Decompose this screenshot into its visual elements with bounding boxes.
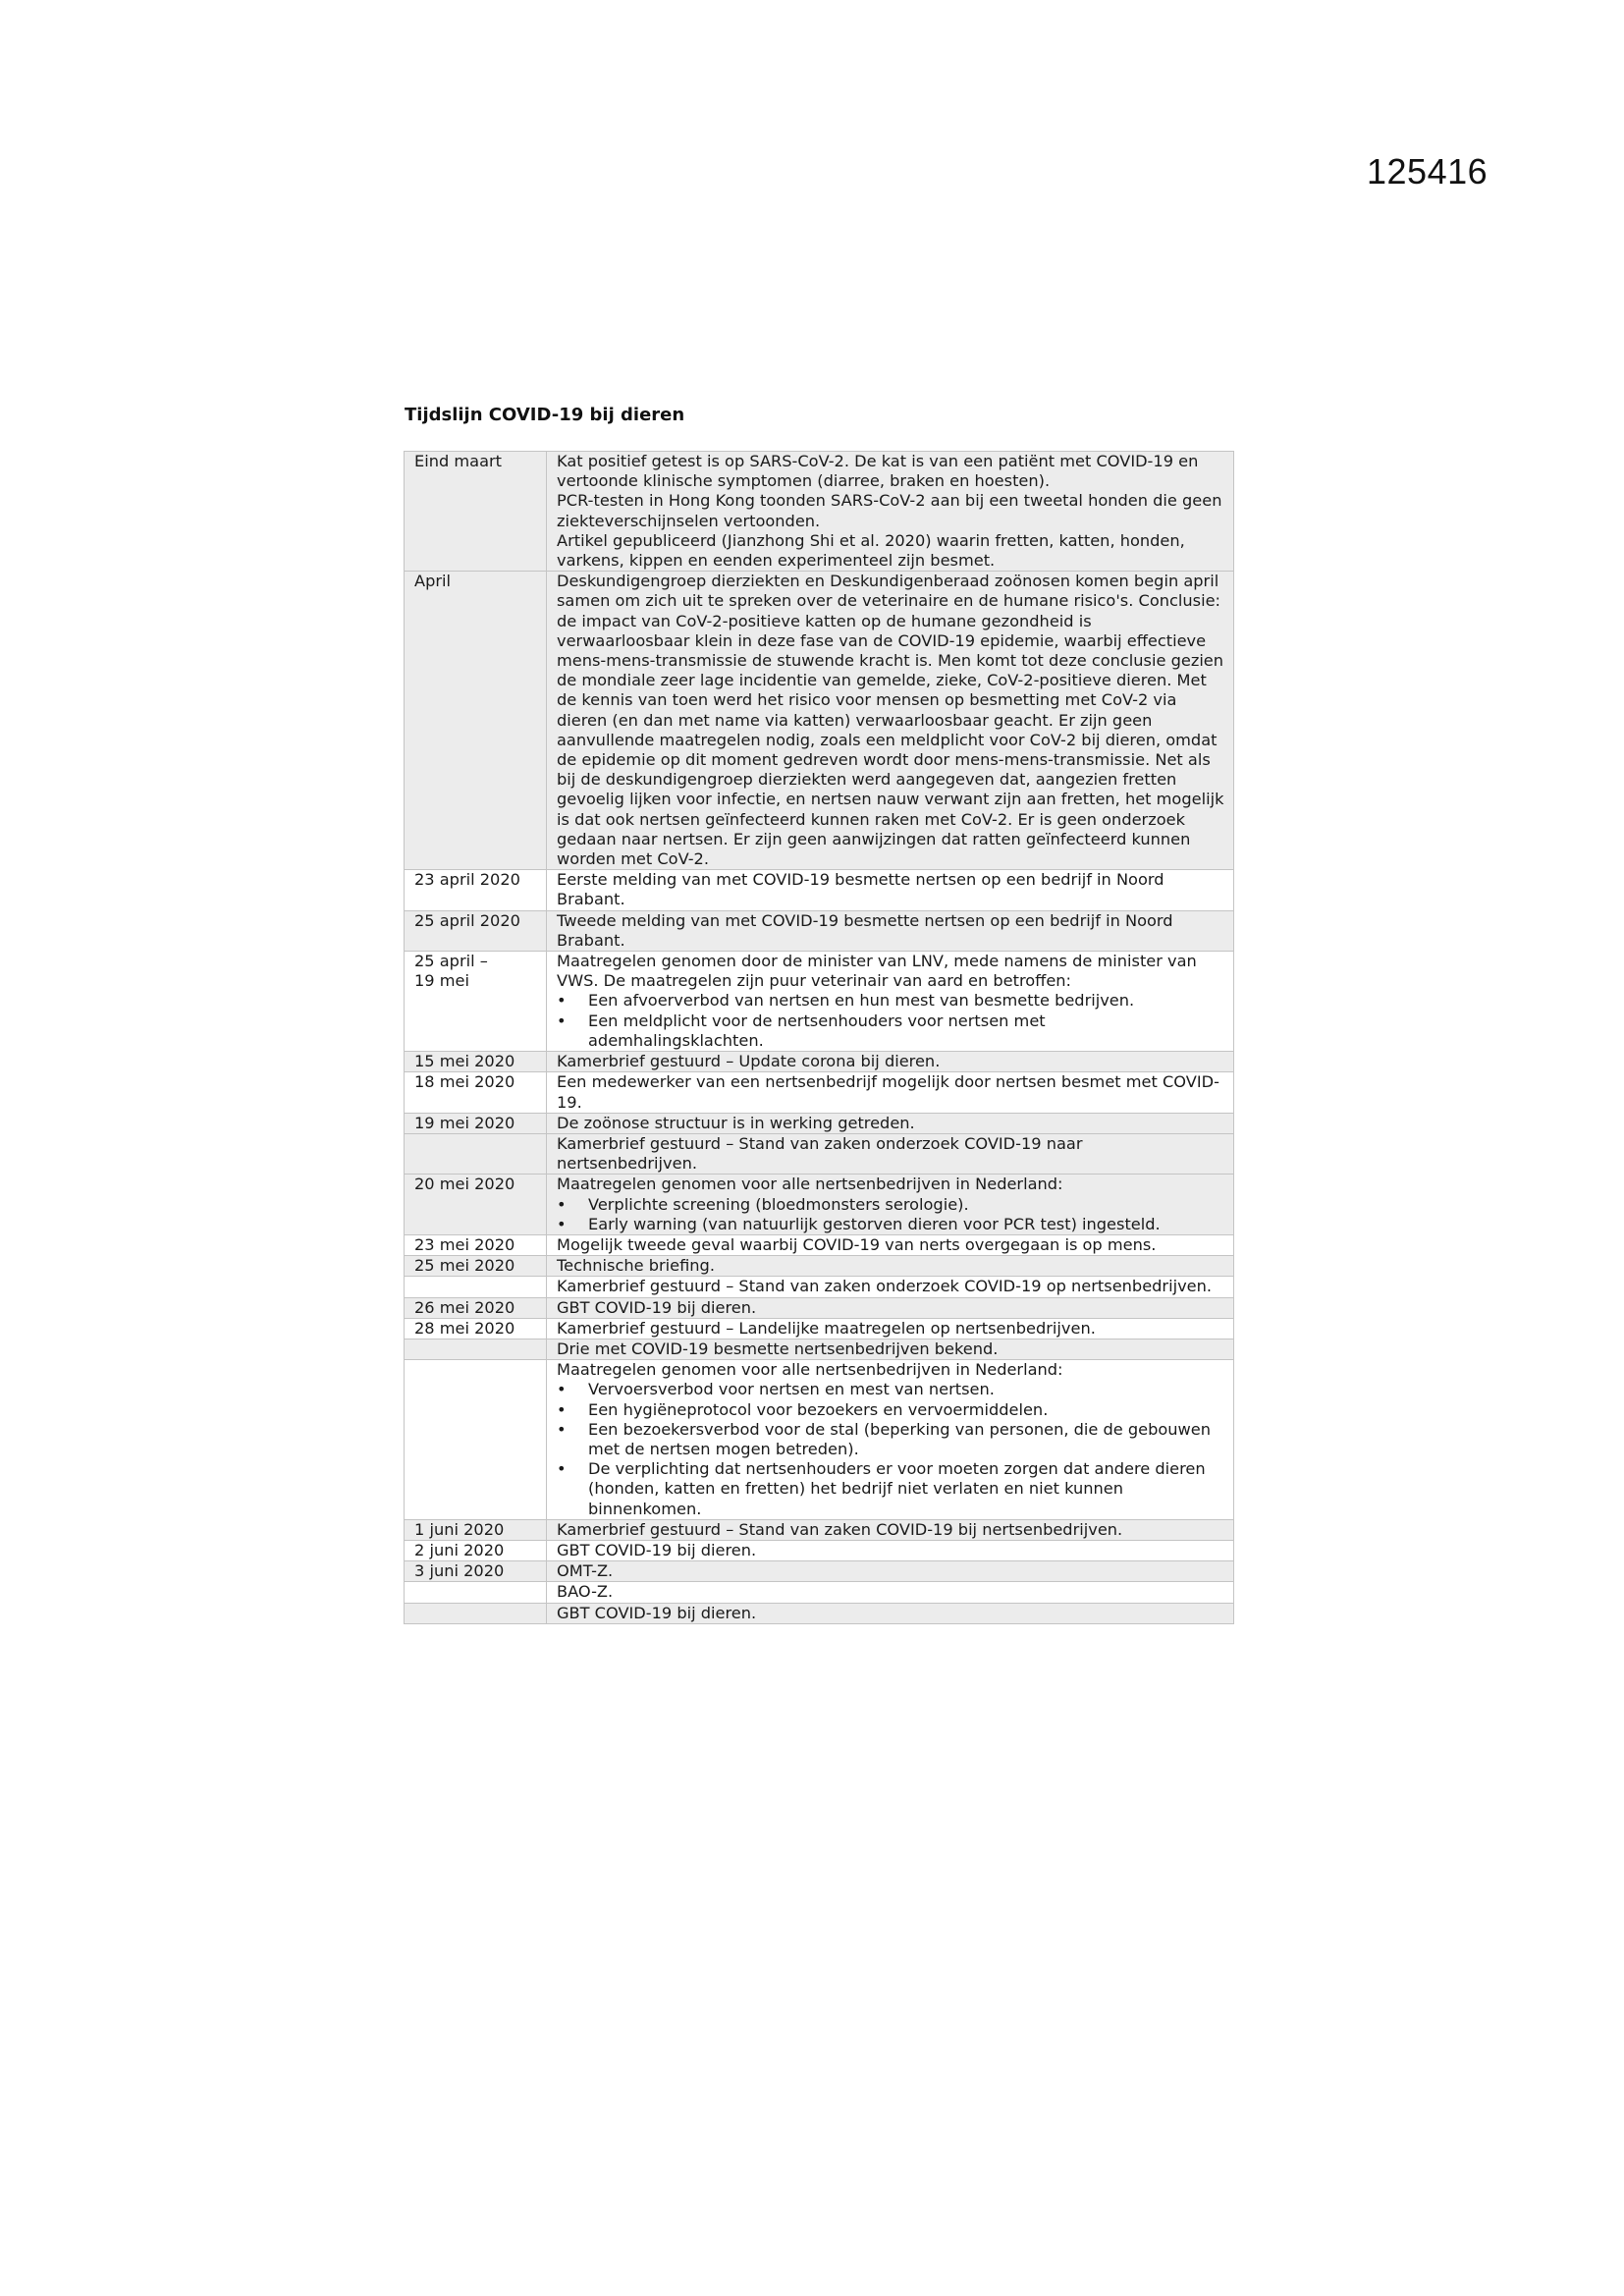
event-text: OMT-Z. <box>557 1561 614 1581</box>
timeline-event-cell <box>547 1339 1234 1359</box>
timeline-event-cell <box>547 1318 1234 1339</box>
event-text: Kamerbrief gestuurd – Stand van zaken onderzoek COVID-19 naar nertsenbedrijven. <box>557 1133 1083 1174</box>
timeline-event-cell <box>547 1360 1234 1520</box>
timeline-date-cell <box>405 1297 547 1318</box>
timeline-row <box>405 1519 1234 1540</box>
event-text: Artikel gepubliceerd (Jianzhong Shi et al. 2020) waarin fretten, katten, honden, varkens, kippen en eenden experimenteel zijn besmet. <box>557 530 1185 571</box>
timeline-date: 2 juni 2020 <box>414 1540 505 1559</box>
timeline-date-cell <box>405 1603 547 1623</box>
timeline-row <box>405 870 1234 910</box>
timeline-date-cell <box>405 870 547 910</box>
timeline-event-cell <box>547 1072 1234 1113</box>
timeline-date-cell <box>405 572 547 870</box>
timeline-row <box>405 1113 1234 1133</box>
bullet-dot-icon: • <box>557 1380 567 1399</box>
bullet-dot-icon: • <box>557 1214 567 1233</box>
timeline-event-cell <box>547 952 1234 1052</box>
timeline-date: 23 mei 2020 <box>414 1234 515 1254</box>
timeline-event-cell <box>547 1113 1234 1133</box>
timeline-date-cell <box>405 1072 547 1113</box>
timeline-date-cell <box>405 1133 547 1174</box>
event-text: GBT COVID-19 bij dieren. <box>557 1297 757 1317</box>
timeline-date: April <box>414 572 451 591</box>
bullet-dot-icon: • <box>557 1459 567 1479</box>
bullet-item <box>557 1459 1225 1519</box>
timeline-date: 25 april – 19 mei <box>414 952 488 991</box>
timeline-date-cell <box>405 452 547 572</box>
timeline-event-cell <box>547 1540 1234 1560</box>
timeline-date-cell <box>405 1256 547 1277</box>
timeline-row <box>405 1297 1234 1318</box>
timeline-date: 20 mei 2020 <box>414 1175 515 1194</box>
bullet-item <box>557 1195 1225 1215</box>
event-text: GBT COVID-19 bij dieren. <box>557 1603 757 1622</box>
timeline-event-cell <box>547 452 1234 572</box>
timeline-body <box>405 452 1234 1624</box>
timeline-row <box>405 572 1234 870</box>
bullet-item <box>557 1011 1225 1051</box>
timeline-date-cell <box>405 1234 547 1255</box>
timeline-row <box>405 1561 1234 1582</box>
bullet-text: Vervoersverbod voor nertsen en mest van nertsen. <box>588 1380 995 1399</box>
timeline-date-cell <box>405 1582 547 1603</box>
timeline-row <box>405 1582 1234 1603</box>
timeline-row <box>405 1603 1234 1623</box>
timeline-date: 1 juni 2020 <box>414 1519 505 1539</box>
timeline-date: 25 april 2020 <box>414 910 520 930</box>
timeline-date: 18 mei 2020 <box>414 1072 515 1092</box>
event-text: GBT COVID-19 bij dieren. <box>557 1540 757 1559</box>
document-title: Tijdslijn COVID-19 bij dieren <box>405 405 685 425</box>
event-text: Kamerbrief gestuurd – Landelijke maatregelen op nertsenbedrijven. <box>557 1318 1096 1338</box>
event-text: PCR-testen in Hong Kong toonden SARS-CoV-2 aan bij een tweetal honden die geen ziekteverschijnselen vertoonden. <box>557 491 1222 530</box>
timeline-date: 26 mei 2020 <box>414 1297 515 1317</box>
timeline-date-cell <box>405 1561 547 1582</box>
timeline-event-cell <box>547 1234 1234 1255</box>
timeline-event-cell <box>547 910 1234 951</box>
bullet-item <box>557 1400 1225 1420</box>
event-text: Mogelijk tweede geval waarbij COVID-19 van nerts overgegaan is op mens. <box>557 1234 1157 1254</box>
timeline-date-cell <box>405 1360 547 1520</box>
bullet-text: Verplichte screening (bloedmonsters serologie). <box>588 1194 969 1214</box>
timeline-date-cell <box>405 952 547 1052</box>
event-text: Kat positief getest is op SARS-CoV-2. De kat is van een patiënt met COVID-19 en vertoonde klinische symptomen (diarree, braken en hoesten). <box>557 452 1199 491</box>
bullet-dot-icon: • <box>557 991 567 1011</box>
bullet-text: Een hygiëneprotocol voor bezoekers en vervoermiddelen. <box>588 1399 1049 1419</box>
timeline-row <box>405 1052 1234 1072</box>
timeline-row <box>405 1175 1234 1235</box>
timeline-row <box>405 1339 1234 1359</box>
timeline-date-cell <box>405 1519 547 1540</box>
document-number: 125416 <box>1367 151 1489 191</box>
timeline-date-cell <box>405 1339 547 1359</box>
timeline-row <box>405 910 1234 951</box>
timeline-date: 3 juni 2020 <box>414 1561 505 1581</box>
timeline-row <box>405 1540 1234 1560</box>
timeline-date-cell <box>405 910 547 951</box>
timeline-row <box>405 1234 1234 1255</box>
timeline-row <box>405 1133 1234 1174</box>
timeline-event-cell <box>547 1175 1234 1235</box>
event-text: Tweede melding van met COVID-19 besmette nertsen op een bedrijf in Noord Brabant. <box>557 910 1173 950</box>
event-text: Deskundigengroep dierziekten en Deskundigenberaad zoönosen komen begin april samen om zich uit te spreken over de veterinaire en de humane risico's. Conclusie: de impact van CoV-2-positieve katten op de humane gezondheid is verwaarloosbaar klein in deze fase van de COVID-19 epidemie, waarbij effectieve mens-mens-transmissie de stuwende kracht is. Men komt tot deze conclusie gezien de mondiale zeer lage incidentie van gemelde, zieke, CoV-2-positieve dieren. Met de kennis van toen werd het risico voor mensen op besmetting met CoV-2 via dieren (en dan met name via katten) verwaarloosbaar geacht. Er zijn geen aanvullende maatregelen nodig, zoals een meldplicht voor CoV-2 bij dieren, omdat de epidemie op dit moment gedreven wordt door mens-mens-transmissie. Net als bij de deskundigengroep dierziekten werd aangegeven dat, aangezien fretten gevoelig lijken voor infectie, en nertsen nauw verwant zijn aan fretten, het mogelijk is dat ook nertsen geïnfecteerd kunnen raken met CoV-2. Er is geen onderzoek gedaan naar nertsen. Er zijn geen aanwijzingen dat ratten geïnfecteerd kunnen worden met CoV-2. <box>557 572 1224 869</box>
bullet-item <box>557 1420 1225 1459</box>
timeline-row <box>405 1318 1234 1339</box>
timeline-event-cell <box>547 1277 1234 1297</box>
bullet-dot-icon: • <box>557 1419 567 1439</box>
timeline-date: 15 mei 2020 <box>414 1052 515 1071</box>
event-text: Maatregelen genomen door de minister van LNV, mede namens de minister van VWS. De maatregelen zijn puur veterinair van aard en betroffen: <box>557 952 1197 991</box>
timeline-event-cell <box>547 1256 1234 1277</box>
timeline-row <box>405 952 1234 1052</box>
event-text: Kamerbrief gestuurd – Update corona bij dieren. <box>557 1052 941 1071</box>
event-text: Maatregelen genomen voor alle nertsenbedrijven in Nederland: <box>557 1360 1063 1380</box>
bullet-dot-icon: • <box>557 1399 567 1419</box>
event-text: Een medewerker van een nertsenbedrijf mogelijk door nertsen besmet met COVID-19. <box>557 1072 1219 1112</box>
timeline-date: 28 mei 2020 <box>414 1318 515 1338</box>
timeline-event-cell <box>547 1052 1234 1072</box>
timeline-table <box>404 451 1234 1624</box>
timeline-event-cell <box>547 1582 1234 1603</box>
event-text: Drie met COVID-19 besmette nertsenbedrijven bekend. <box>557 1339 999 1358</box>
timeline-event-cell <box>547 870 1234 910</box>
timeline-date: 19 mei 2020 <box>414 1113 515 1132</box>
timeline-event-cell <box>547 1297 1234 1318</box>
timeline-event-cell <box>547 1133 1234 1174</box>
timeline-date-cell <box>405 1540 547 1560</box>
timeline-row <box>405 452 1234 572</box>
timeline-row <box>405 1256 1234 1277</box>
event-text: Technische briefing. <box>557 1256 715 1276</box>
timeline-date-cell <box>405 1277 547 1297</box>
timeline-date: Eind maart <box>414 452 503 470</box>
timeline-event-cell <box>547 1519 1234 1540</box>
bullet-item <box>557 991 1225 1011</box>
bullet-text: Een bezoekersverbod voor de stal (beperking van personen, die de gebouwen met de nertsen mogen betreden). <box>588 1419 1212 1458</box>
bullet-item <box>557 1380 1225 1399</box>
event-text: Eerste melding van met COVID-19 besmette nertsen op een bedrijf in Noord Brabant. <box>557 870 1164 909</box>
timeline-date-cell <box>405 1318 547 1339</box>
bullet-dot-icon: • <box>557 1011 567 1030</box>
bullet-text: Een afvoerverbod van nertsen en hun mest van besmette bedrijven. <box>588 991 1135 1011</box>
bullet-text: Early warning (van natuurlijk gestorven dieren voor PCR test) ingesteld. <box>588 1214 1161 1233</box>
timeline-event-cell <box>547 1603 1234 1623</box>
bullet-text: De verplichting dat nertsenhouders er voor moeten zorgen dat andere dieren (honden, katten en fretten) het bedrijf niet verlaten en niet kunnen binnenkomen. <box>588 1459 1206 1518</box>
timeline-event-cell <box>547 1561 1234 1582</box>
timeline-row <box>405 1277 1234 1297</box>
timeline-row <box>405 1072 1234 1113</box>
event-text: BAO-Z. <box>557 1582 614 1602</box>
bullet-dot-icon: • <box>557 1194 567 1214</box>
timeline-date: 23 april 2020 <box>414 870 520 890</box>
bullet-text: Een meldplicht voor de nertsenhouders voor nertsen met ademhalingsklachten. <box>588 1011 1046 1050</box>
event-text: De zoönose structuur is in werking getreden. <box>557 1113 915 1132</box>
event-text: Kamerbrief gestuurd – Stand van zaken onderzoek COVID-19 op nertsenbedrijven. <box>557 1277 1213 1296</box>
event-text: Maatregelen genomen voor alle nertsenbedrijven in Nederland: <box>557 1175 1063 1194</box>
timeline-row <box>405 1360 1234 1520</box>
bullet-item <box>557 1215 1225 1234</box>
timeline-event-cell <box>547 572 1234 870</box>
event-text: Kamerbrief gestuurd – Stand van zaken COVID-19 bij nertsenbedrijven. <box>557 1519 1123 1539</box>
timeline-date-cell <box>405 1175 547 1235</box>
timeline-date-cell <box>405 1052 547 1072</box>
timeline-date: 25 mei 2020 <box>414 1256 515 1276</box>
timeline-date-cell <box>405 1113 547 1133</box>
